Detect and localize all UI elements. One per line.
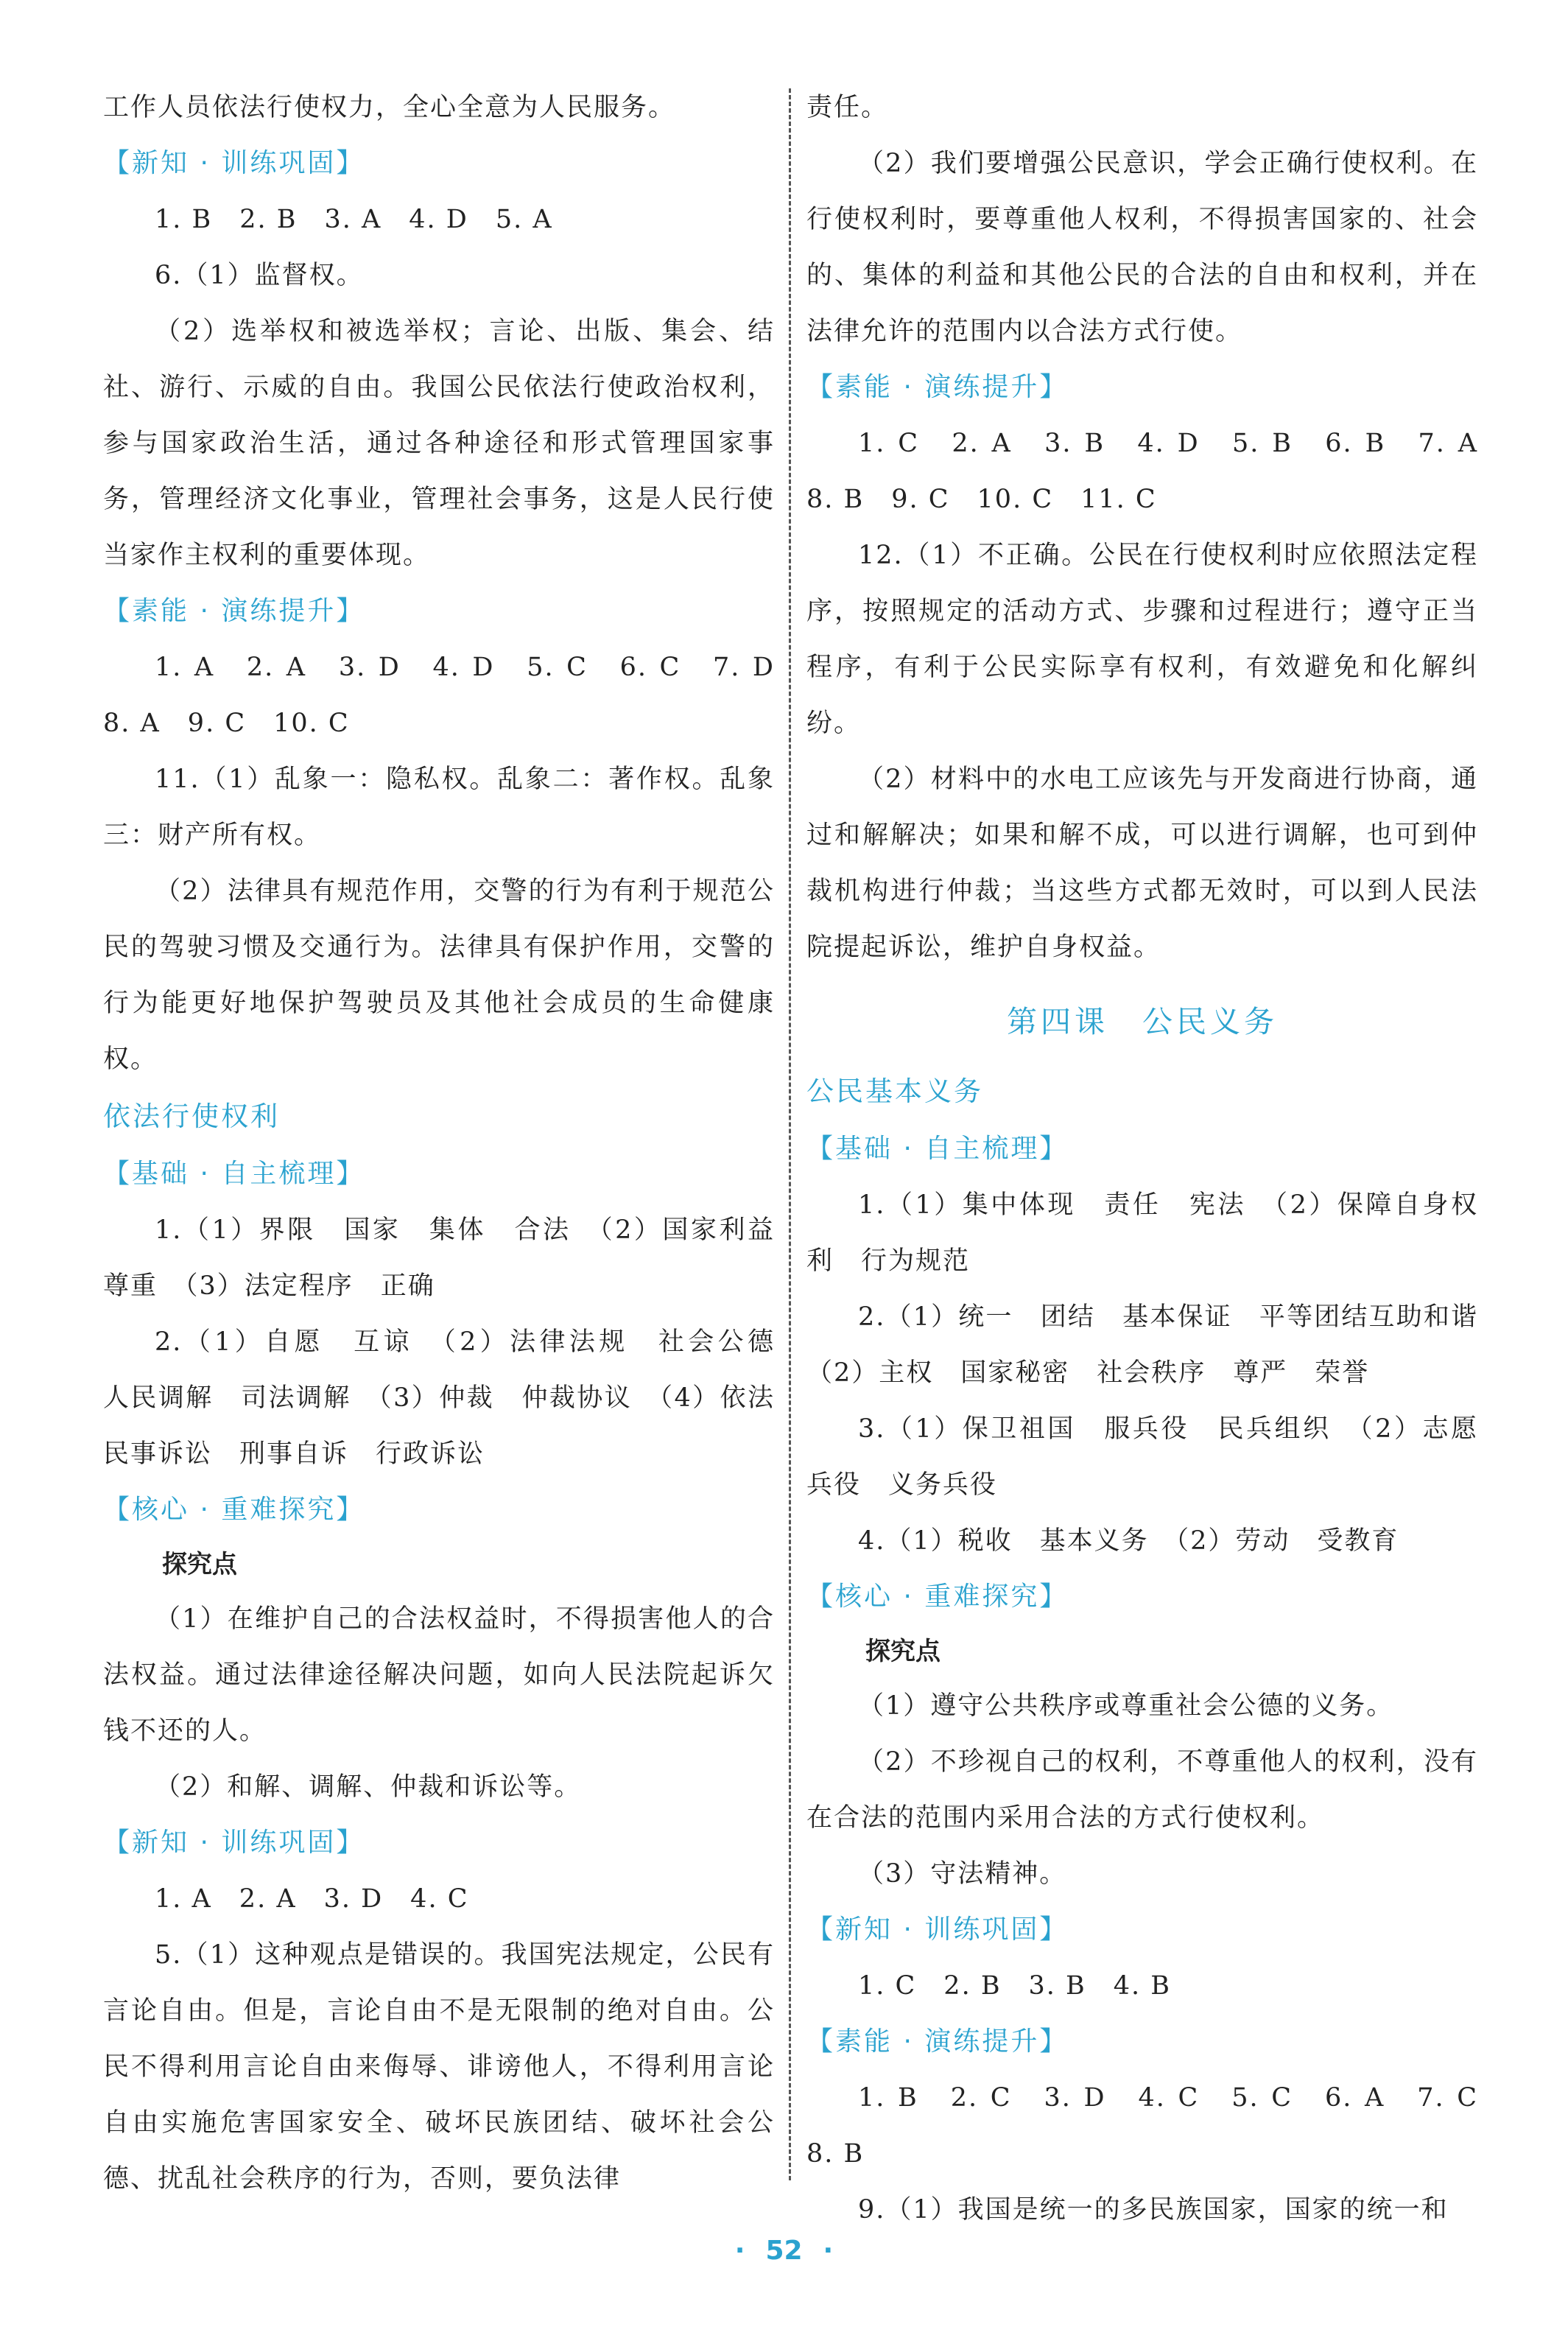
- paragraph: （3）守法精神。: [858, 1859, 1067, 1889]
- section-heading: 【新知 · 训练巩固】: [806, 1914, 1069, 1945]
- paragraph: 5.（1）这种观点是错误的。我国宪法规定，公民有言论自由。但是，言论自由不是无限制的绝对自由。公民不得利用言论自由来侮辱、诽谤他人，不得利用言论自由实施危害国家安全、破坏民族团结、破坏社会公德、扰乱社会秩序的行为，否则，要负法律: [103, 1940, 775, 2194]
- page-number-value: 52: [765, 2236, 803, 2266]
- answer-line: 1. A 2. A 3. D 4. C: [155, 1884, 469, 1914]
- paragraph: 9.（1）我国是统一的多民族国家，国家的统一和: [858, 2195, 1449, 2225]
- paragraph: 4.（1）税收 基本义务 （2）劳动 受教育: [858, 1526, 1399, 1556]
- column-divider: [789, 88, 791, 2180]
- paragraph: （2）我们要增强公民意识，学会正确行使权利。在行使权利时，要尊重他人权利，不得损害国家的、社会的、集体的利益和其他公民的合法的自由和权利，并在法律允许的范围内以合法方式行使。: [806, 149, 1478, 346]
- paragraph: 1.（1）集中体现 责任 宪法 （2）保障自身权利 行为规范: [806, 1190, 1478, 1276]
- right-column: [806, 80, 1506, 2238]
- section-heading: 【核心 · 重难探究】: [806, 1582, 1069, 1612]
- topic-title: 公民基本义务: [806, 1075, 983, 1107]
- paragraph: 6.（1）监督权。: [155, 261, 364, 290]
- section-heading: 【素能 · 演练提升】: [806, 372, 1069, 402]
- answer-line: 1. C 2. A 3. B 4. D 5. B 6. B 7. A 8. B 9. C 10. C 11. C: [806, 429, 1506, 514]
- dot-icon: ·: [823, 2236, 834, 2266]
- section-heading: 【素能 · 演练提升】: [103, 596, 365, 626]
- topic-title: 依法行使权利: [103, 1100, 280, 1132]
- paragraph: 3.（1）保卫祖国 服兵役 民兵组织 （2）志愿兵役 义务兵役: [806, 1414, 1478, 1500]
- paragraph: （2）和解、调解、仲裁和诉讼等。: [155, 1772, 582, 1802]
- explore-label: 探究点: [162, 1550, 237, 1579]
- paragraph: 2.（1）统一 团结 基本保证 平等团结互助和谐 （2）主权 国家秘密 社会秩序 尊严 荣誉: [806, 1302, 1506, 1388]
- paragraph: 2.（1）自愿 互谅 （2）法律法规 社会公德 人民调解 司法调解 （3）仲裁 仲裁协议 （4）依法 民事诉讼 刑事自诉 行政诉讼: [103, 1327, 803, 1469]
- section-heading: 【基础 · 自主梳理】: [806, 1134, 1069, 1164]
- left-column: [103, 80, 803, 2207]
- page-number: [0, 2236, 1568, 2266]
- answer-line: 1. A 2. A 3. D 4. D 5. C 6. C 7. D 8. A 9. C 10. C: [103, 653, 803, 738]
- section-heading: 【核心 · 重难探究】: [103, 1495, 365, 1525]
- paragraph: （2）材料中的水电工应该先与开发商进行协商，通过和解解决；如果和解不成，可以进行调解，也可到仲裁机构进行仲裁；当这些方式都无效时，可以到人民法院提起诉讼，维护自身权益。: [806, 765, 1478, 962]
- explore-label: 探究点: [865, 1637, 941, 1666]
- answer-line: 1. B 2. C 3. D 4. C 5. C 6. A 7. C 8. B: [806, 2083, 1506, 2169]
- section-heading: 【基础 · 自主梳理】: [103, 1159, 365, 1189]
- dot-icon: ·: [734, 2236, 745, 2266]
- paragraph: 11.（1）乱象一：隐私权。乱象二：著作权。乱象三：财产所有权。: [103, 765, 775, 850]
- paragraph: （1）遵守公共秩序或尊重社会公德的义务。: [858, 1691, 1394, 1721]
- answer-line: 1. B 2. B 3. A 4. D 5. A: [155, 205, 553, 234]
- paragraph: （2）选举权和被选举权；言论、出版、集会、结社、游行、示威的自由。我国公民依法行使政治权利，参与国家政治生活，通过各种途径和形式管理国家事务，管理经济文化事业，管理社会事务，这是人民行使当家作主权利的重要体现。: [103, 317, 775, 570]
- section-heading: 【新知 · 训练巩固】: [103, 148, 365, 178]
- paragraph: 12.（1）不正确。公民在行使权利时应依照法定程序，按照规定的活动方式、步骤和过程进行；遵守正当程序，有利于公民实际享有权利，有效避免和化解纠纷。: [806, 541, 1478, 738]
- section-heading: 【新知 · 训练巩固】: [103, 1828, 365, 1858]
- paragraph: （1）在维护自己的合法权益时，不得损害他人的合法权益。通过法律途径解决问题，如向人民法院起诉欠钱不还的人。: [103, 1604, 775, 1746]
- paragraph: 工作人员依法行使权力，全心全意为人民服务。: [103, 93, 676, 122]
- paragraph: （2）法律具有规范作用，交警的行为有利于规范公民的驾驶习惯及交通行为。法律具有保护作用，交警的行为能更好地保护驾驶员及其他社会成员的生命健康权。: [103, 877, 775, 1074]
- chapter-title: 第四课 公民义务: [1007, 1004, 1278, 1039]
- answer-line: 1. C 2. B 3. B 4. B: [858, 1971, 1172, 2001]
- section-heading: 【素能 · 演练提升】: [806, 2026, 1069, 2057]
- paragraph: 1.（1）界限 国家 集体 合法 （2）国家利益 尊重 （3）法定程序 正确: [103, 1215, 803, 1301]
- paragraph: （2）不珍视自己的权利，不尊重他人的权利，没有在合法的范围内采用合法的方式行使权利。: [806, 1747, 1478, 1833]
- paragraph: 责任。: [806, 93, 889, 122]
